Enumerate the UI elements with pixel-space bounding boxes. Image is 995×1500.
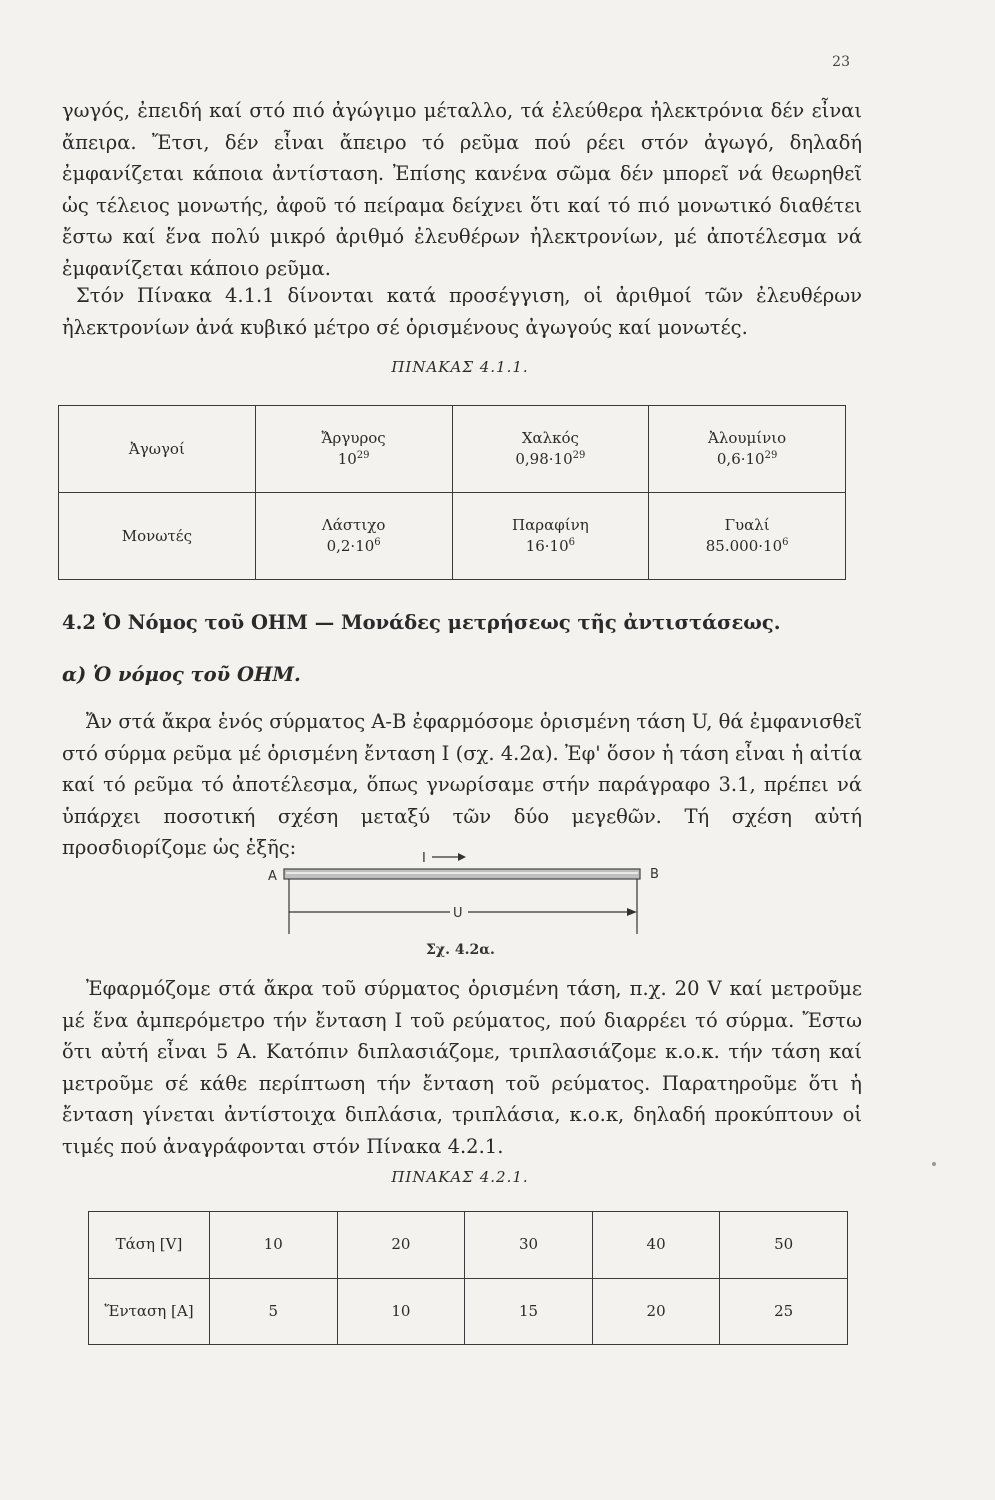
density-exponent: 6 [568, 537, 576, 548]
table-row [59, 406, 846, 493]
table-cell [255, 406, 452, 493]
table-cell [255, 493, 452, 580]
table-cell [452, 406, 649, 493]
table-cell: 25 [720, 1278, 848, 1345]
row-header-voltage: Τάση [V] [89, 1212, 210, 1279]
density-exponent: 29 [572, 450, 586, 461]
page-number: 23 [832, 54, 850, 70]
table-cell: 20 [592, 1278, 720, 1345]
row-header-conductors: Ἀγωγοί [59, 406, 256, 493]
table-cell: 20 [337, 1212, 465, 1279]
density-value: 0,6·10 [716, 450, 765, 468]
voltage-label: U [453, 906, 463, 921]
table-cell: 10 [337, 1278, 465, 1345]
density-exponent: 6 [374, 537, 381, 548]
row-header-current: Ἔνταση [Α] [89, 1278, 210, 1345]
table-cell: 10 [210, 1212, 338, 1279]
table-cell: 30 [465, 1212, 593, 1279]
section-heading: 4.2 Ὁ Νόμος τοῦ ΟΗΜ — Μονάδες μετρήσεως τῆς ἀντιστάσεως. [62, 611, 781, 634]
electron-density-table [58, 405, 846, 580]
table-row [59, 493, 846, 580]
table-cell: 40 [592, 1212, 720, 1279]
table-cell: 50 [720, 1212, 848, 1279]
material-name: Λάστιχο [321, 516, 386, 534]
wire-diagram [262, 848, 682, 958]
table-cell [649, 406, 846, 493]
table-row [89, 1278, 848, 1345]
material-name: Ἀλουμίνιο [708, 429, 787, 447]
material-name: Χαλκός [521, 429, 579, 447]
voltage-arrow-head [627, 908, 637, 916]
table2-title: ΠΙΝΑΚΑΣ 4.2.1. [391, 1168, 529, 1186]
paragraph-conductors: γωγός, ἐπειδή καί στό πιό ἀγώγιμο μέταλλο, τά ἐλεύθερα ἠλεκτρόνια δέν εἶναι ἄπειρα. Ἔτσι, δέν εἶναι ἄπειρο τό ρεῦμα πού ρέει στόν ἀγωγό, δηλαδή ἐμφανίζεται κάποια ἀντίσταση. Ἐπίσης κανένα σῶμα δέν μπορεῖ νά θεωρηθεῖ ὡς τέλειος μονωτής, ἀφοῦ τό πείραμα δείχνει ὅτι καί τό πιό μονωτικό διαθέτει ἔστω καί ἕνα πολύ μικρό ἀριθμό ἐλευθέρων ἠλεκτρονίων, μέ ἀποτέλεσμα νά ἐμφανίζεται κάποιο ρεῦμα. [62, 99, 862, 280]
current-arrow-head [458, 853, 466, 861]
ink-speck [932, 1162, 936, 1166]
subsection-heading: α) Ὁ νόμος τοῦ ΟΗΜ. [62, 663, 301, 686]
density-value: 16·10 [525, 537, 569, 555]
density-value: 0,98·10 [515, 450, 573, 468]
voltage-current-table [88, 1211, 848, 1345]
density-exponent: 29 [356, 450, 370, 461]
density-exponent: 29 [764, 450, 778, 461]
table1-title: ΠΙΝΑΚΑΣ 4.1.1. [391, 358, 529, 376]
figure-caption: Σχ. 4.2α. [426, 942, 495, 958]
material-name: Ἄργυρος [321, 429, 386, 447]
paragraph-experiment: Ἐφαρμόζομε στά ἄκρα τοῦ σύρματος ὁρισμένη τάση, π.χ. 20 V καί μετροῦμε μέ ἕνα ἀμπερόμετρο τήν ἔνταση I τοῦ ρεύματος, πού διαρρέει τό σύρμα. Ἔστω ὅτι αὐτή εἶναι 5 Α. Κατόπιν διπλασιάζομε, τριπλασιάζομε κ.ο.κ. τήν τάση καί μετροῦμε σέ κάθε περίπτωση τήν ἔνταση τοῦ ρεύματος. Παρατηροῦμε ὅτι ἡ ἔνταση γίνεται ἀντίστοιχα διπλάσια, τριπλάσια, κ.ο.κ, δηλαδή προκύπτουν οἱ τιμές πού ἀναγράφονται στόν Πίνακα 4.2.1. [62, 977, 862, 1158]
density-value: 85.000·10 [705, 537, 783, 555]
density-value: 10 [337, 450, 357, 468]
table-cell: 5 [210, 1278, 338, 1345]
density-exponent: 6 [782, 537, 789, 548]
table-row [89, 1212, 848, 1279]
table-cell [649, 493, 846, 580]
paragraph-table-intro: Στόν Πίνακα 4.1.1 δίνονται κατά προσέγγιση, οἱ ἀριθμοί τῶν ἐλευθέρων ἠλεκτρονίων ἀνά κυβικό μέτρο σέ ὁρισμένους ἀγωγούς καί μονωτές. [62, 284, 862, 339]
material-name: Γυαλί [724, 516, 770, 534]
table-cell [452, 493, 649, 580]
material-name: Παραφίνη [512, 516, 589, 534]
terminal-b-label: B [650, 867, 659, 882]
current-label: I [422, 851, 426, 866]
density-value: 0,2·10 [326, 537, 375, 555]
row-header-insulators: Μονωτές [59, 493, 256, 580]
paragraph-ohm-law: Ἄν στά ἄκρα ἑνός σύρματος Α-Β ἐφαρμόσομε ὁρισμένη τάση U, θά ἐμφανισθεῖ στό σύρμα ρεῦμα μέ ὁρισμένη ἔνταση I (σχ. 4.2α). Ἐφ' ὅσον ἡ τάση εἶναι ἡ αἰτία καί τό ρεῦμα τό ἀποτέλεσμα, ὅπως γνωρίσαμε στήν παράγραφο 3.1, πρέπει νά ὑπάρχει ποσοτική σχέση μεταξύ τῶν δύο μεγεθῶν. Τή σχέση αὐτή προσδιορίζομε ὡς ἑξῆς: [62, 710, 862, 859]
terminal-a-label: A [268, 869, 277, 884]
table-cell: 15 [465, 1278, 593, 1345]
